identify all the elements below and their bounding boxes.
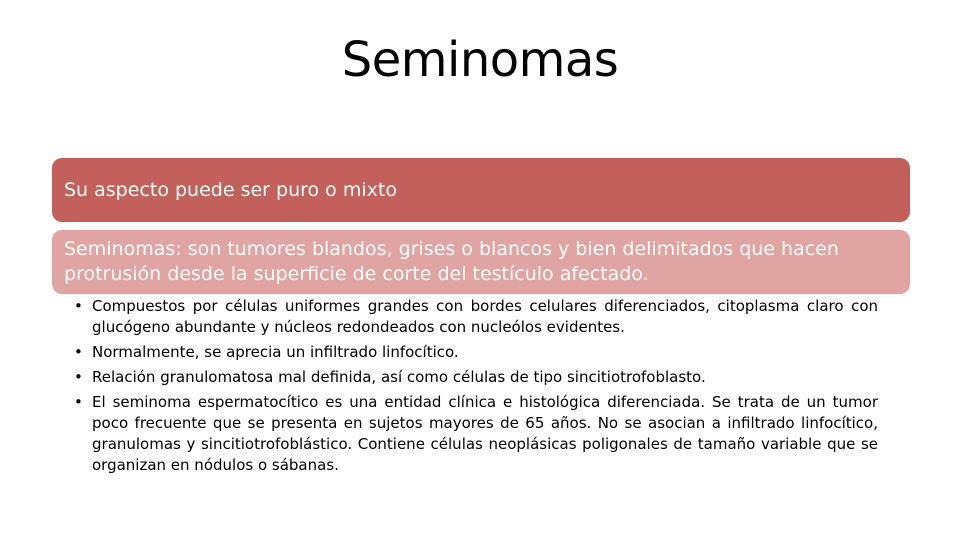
bullet-dot-icon: • [74,368,83,386]
bullet-text: Relación granulomatosa mal definida, así como células de tipo sincitiotrofoblasto. [92,368,706,386]
band-definition [52,230,910,294]
bullet-dot-icon: • [74,297,83,315]
band-definition-text: Seminomas: son tumores blandos, grises o blancos y bien delimitados que hacen protrusión desde la superficie de corte del testículo afectado. [64,238,839,285]
bullet-item [74,296,878,338]
bullet-list [74,296,878,480]
band-aspect [52,158,910,222]
bullet-dot-icon: • [74,393,83,411]
band-aspect-text: Su aspecto puede ser puro o mixto [64,179,397,201]
bullet-dot-icon: • [74,343,83,361]
bullet-text: Normalmente, se aprecia un infiltrado linfocítico. [92,343,459,361]
bullet-text: Compuestos por células uniformes grandes con bordes celulares diferenciados, citoplasma claro con glucógeno abundante y núcleos redondeados con nucleólos evidentes. [92,297,878,336]
bullet-item [74,342,878,363]
slide-title: Seminomas [341,32,619,88]
bullet-text: El seminoma espermatocítico es una entidad clínica e histológica diferenciada. Se trata de un tumor poco frecuente que se presenta en sujetos mayores de 65 años. No se asocian a infiltrado linfocítico, granulomas y sincitiotrofoblástico. Contiene células neoplásicas poligonales de tamaño variable que se organizan en nódulos o sábanas. [92,393,878,474]
bullet-item [74,392,878,476]
bullet-item [74,367,878,388]
